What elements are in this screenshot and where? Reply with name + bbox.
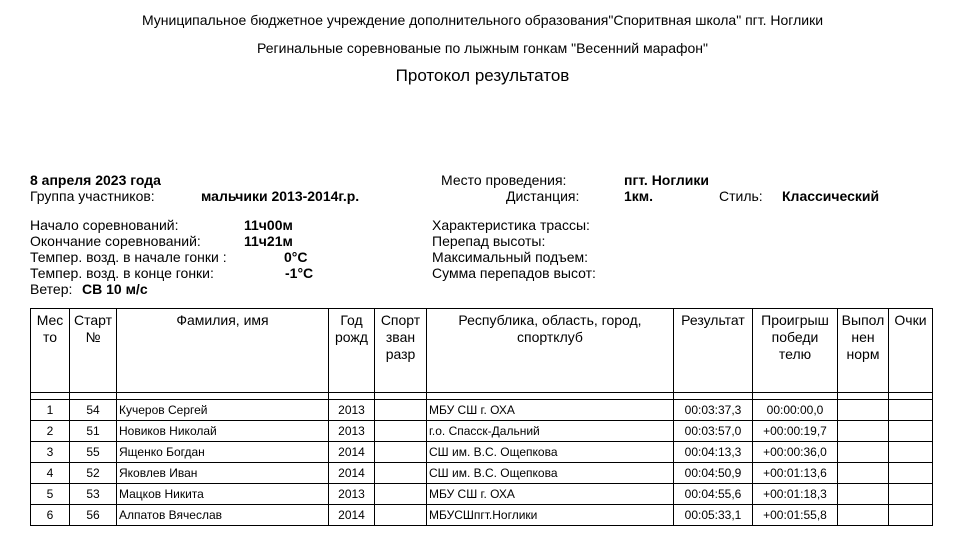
cell-club: СШ им. В.С. Ощепкова <box>427 442 674 463</box>
cell-rank <box>375 400 427 421</box>
cell-points <box>889 505 933 526</box>
header-norm: Выпол нен норм <box>838 309 889 393</box>
header-club: Республика, область, город, спортклуб <box>427 309 674 393</box>
spacer-row <box>31 393 933 400</box>
total-diff-label: Сумма перепадов высот: <box>432 265 596 281</box>
header-place: Мес то <box>31 309 70 393</box>
cell-norm <box>838 484 889 505</box>
cell-result: 00:04:13,3 <box>674 442 753 463</box>
cell-name: Алпатов Вячеслав <box>117 505 329 526</box>
cell-norm <box>838 463 889 484</box>
height-diff-label: Перепад высоты: <box>432 233 546 249</box>
cell-behind: +00:01:18,3 <box>753 484 838 505</box>
cell-result: 00:04:50,9 <box>674 463 753 484</box>
header-name: Фамилия, имя <box>117 309 329 393</box>
distance-value: 1км. <box>624 188 654 204</box>
table-row <box>31 400 933 421</box>
cell-points <box>889 400 933 421</box>
org-name: Муниципальное бюджетное учреждение дополнительного образования"Споритвная школа" пгт. Ноглики <box>141 12 824 28</box>
event-name: Регинальные соревнованые по лыжным гонкам "Весенний марафон" <box>257 40 708 56</box>
cell-birth-year: 2014 <box>329 505 375 526</box>
cell-result: 00:03:57,0 <box>674 421 753 442</box>
temp-end-value: -1°С <box>285 265 314 281</box>
cell-birth-year: 2013 <box>329 400 375 421</box>
cell-club: МБУСШпгт.Ноглики <box>427 505 674 526</box>
cell-behind: +00:01:13,6 <box>753 463 838 484</box>
cell-norm <box>838 400 889 421</box>
end-label: Окончание соревнований: <box>30 233 201 249</box>
header-points: Очки <box>889 309 933 393</box>
temp-start-label: Темпер. возд. в начале гонки : <box>30 249 227 265</box>
table-row <box>31 442 933 463</box>
cell-points <box>889 463 933 484</box>
cell-place: 6 <box>31 505 70 526</box>
cell-rank <box>375 421 427 442</box>
group-value: мальчики 2013-2014г.р. <box>201 188 360 204</box>
table-row <box>31 421 933 442</box>
cell-place: 4 <box>31 463 70 484</box>
header-behind: Проигрыш победи телю <box>753 309 838 393</box>
cell-norm <box>838 421 889 442</box>
cell-result: 00:03:37,3 <box>674 400 753 421</box>
page-title: Протокол результатов <box>395 66 570 85</box>
end-value: 11ч21м <box>244 233 293 249</box>
cell-start-number: 51 <box>70 421 117 442</box>
cell-name: Кучеров Сергей <box>117 400 329 421</box>
cell-rank <box>375 505 427 526</box>
temp-start-value: 0°С <box>284 249 308 265</box>
max-climb-label: Максимальный подъем: <box>432 249 589 265</box>
cell-place: 5 <box>31 484 70 505</box>
wind-value: СВ 10 м/с <box>82 281 148 297</box>
place-label: Место проведения: <box>441 172 567 188</box>
header-rank: Спорт зван разр <box>375 309 427 393</box>
cell-club: МБУ СШ г. ОХА <box>427 484 674 505</box>
cell-behind: +00:00:36,0 <box>753 442 838 463</box>
cell-birth-year: 2014 <box>329 463 375 484</box>
cell-name: Новиков Николай <box>117 421 329 442</box>
cell-place: 2 <box>31 421 70 442</box>
results-table <box>30 308 933 526</box>
cell-rank <box>375 463 427 484</box>
distance-label: Дистанция: <box>506 188 580 204</box>
cell-rank <box>375 442 427 463</box>
cell-name: Ященко Богдан <box>117 442 329 463</box>
group-label: Группа участников: <box>30 188 155 204</box>
place-value: пгт. Ноглики <box>624 172 709 188</box>
cell-start-number: 53 <box>70 484 117 505</box>
cell-result: 00:05:33,1 <box>674 505 753 526</box>
cell-start-number: 55 <box>70 442 117 463</box>
cell-club: г.о. Спасск-Дальний <box>427 421 674 442</box>
cell-start-number: 56 <box>70 505 117 526</box>
start-value: 11ч00м <box>244 217 293 233</box>
wind-label: Ветер: <box>30 281 73 297</box>
header-result: Результат <box>674 309 753 393</box>
cell-name: Мацков Никита <box>117 484 329 505</box>
table-row <box>31 463 933 484</box>
cell-birth-year: 2013 <box>329 421 375 442</box>
cell-birth-year: 2013 <box>329 484 375 505</box>
cell-birth-year: 2014 <box>329 442 375 463</box>
cell-behind: +00:01:55,8 <box>753 505 838 526</box>
track-label: Характеристика трассы: <box>432 217 590 233</box>
event-date: 8 апреля 2023 года <box>30 172 161 188</box>
style-label: Стиль: <box>719 188 763 204</box>
header-start-number: Старт № <box>70 309 117 393</box>
cell-norm <box>838 442 889 463</box>
table-row <box>31 505 933 526</box>
cell-behind: 00:00:00,0 <box>753 400 838 421</box>
cell-name: Яковлев Иван <box>117 463 329 484</box>
header-birth-year: Год рожд <box>329 309 375 393</box>
cell-points <box>889 484 933 505</box>
table-row <box>31 484 933 505</box>
cell-start-number: 52 <box>70 463 117 484</box>
cell-behind: +00:00:19,7 <box>753 421 838 442</box>
cell-club: МБУ СШ г. ОХА <box>427 400 674 421</box>
cell-place: 3 <box>31 442 70 463</box>
style-value: Классический <box>782 188 880 204</box>
cell-start-number: 54 <box>70 400 117 421</box>
cell-points <box>889 421 933 442</box>
table-header-row <box>31 309 933 393</box>
cell-norm <box>838 505 889 526</box>
cell-club: СШ им. В.С. Ощепкова <box>427 463 674 484</box>
temp-end-label: Темпер. возд. в конце гонки: <box>30 265 214 281</box>
cell-result: 00:04:55,6 <box>674 484 753 505</box>
start-label: Начало соревнований: <box>30 217 179 233</box>
cell-rank <box>375 484 427 505</box>
cell-place: 1 <box>31 400 70 421</box>
cell-points <box>889 442 933 463</box>
